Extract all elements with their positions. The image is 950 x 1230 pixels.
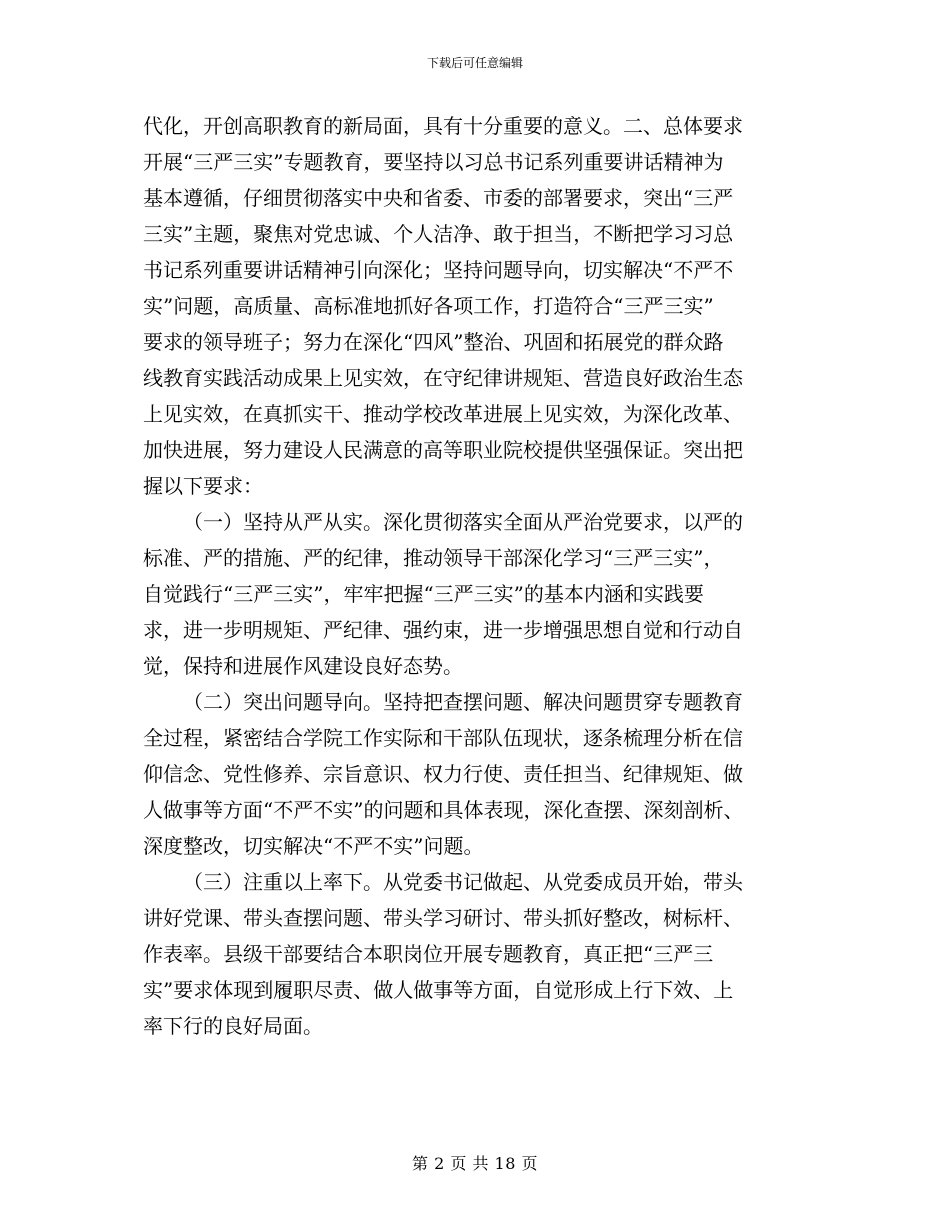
body-line: 深度整改，切实解决“不严不实”问题。	[143, 834, 484, 858]
body-line: 握以下要求：	[143, 474, 263, 498]
body-line: 三实”主题，聚焦对党忠诚、个人洁净、敢于担当，不断把学习习总	[143, 222, 734, 246]
body-line: 作表率。县级干部要结合本职岗位开展专题教育，真正把“三严三	[143, 942, 714, 966]
page-header: 下载后可任意编辑	[426, 56, 523, 70]
body-line: 开展“三严三实”专题教育，要坚持以习总书记系列重要讲话精神为	[143, 150, 724, 174]
body-line: 觉，保持和进展作风建设良好态势。	[143, 654, 463, 678]
body-line: 要求的领导班子；努力在深化“四风”整治、巩固和拓展党的群众路	[143, 330, 724, 354]
body-line: 实”问题，高质量、高标准地抓好各项工作，打造符合“三严三实”	[143, 294, 714, 318]
body-line: 人做事等方面“不严不实”的问题和具体表现，深化查摆、深刻剖析、	[143, 798, 744, 822]
body-line: 讲好党课、带头查摆问题、带头学习研讨、带头抓好整改，树标杆、	[143, 906, 743, 930]
body-line: 自觉践行“三严三实”，牢牢把握“三严三实”的基本内涵和实践要	[143, 582, 704, 606]
body-line: 基本遵循，仔细贯彻落实中央和省委、市委的部署要求，突出“三严	[143, 186, 734, 210]
document-body	[143, 108, 808, 1044]
body-line: 全过程，紧密结合学院工作实际和干部队伍现状，逐条梳理分析在信	[143, 726, 743, 750]
body-line: 加快进展，努力建设人民满意的高等职业院校提供坚强保证。突出把	[143, 438, 743, 462]
paragraph-start-line: （二）突出问题导向。坚持把查摆问题、解决问题贯穿专题教育	[183, 690, 743, 714]
page-number-footer: 第 2 页 共 18 页	[412, 1154, 538, 1173]
paragraph-start-line: （三）注重以上率下。从党委书记做起、从党委成员开始，带头	[183, 870, 743, 894]
body-line: 代化，开创高职教育的新局面，具有十分重要的意义。二、总体要求	[143, 114, 743, 138]
body-line: 仰信念、党性修养、宗旨意识、权力行使、责任担当、纪律规矩、做	[143, 762, 743, 786]
paragraph-start-line: （一）坚持从严从实。深化贯彻落实全面从严治党要求，以严的	[183, 510, 743, 534]
body-line: 率下行的良好局面。	[143, 1014, 323, 1038]
body-line: 标准、严的措施、严的纪律，推动领导干部深化学习“三严三实”，	[143, 546, 724, 570]
body-line: 上见实效，在真抓实干、推动学校改革进展上见实效，为深化改革、	[143, 402, 743, 426]
body-line: 求，进一步明规矩、严纪律、强约束，进一步增强思想自觉和行动自	[143, 618, 743, 642]
body-line: 线教育实践活动成果上见实效，在守纪律讲规矩、营造良好政治生态	[143, 366, 743, 390]
body-line: 实”要求体现到履职尽责、做人做事等方面，自觉形成上行下效、上	[143, 978, 734, 1002]
body-line: 书记系列重要讲话精神引向深化；坚持问题导向，切实解决“不严不	[143, 258, 734, 282]
